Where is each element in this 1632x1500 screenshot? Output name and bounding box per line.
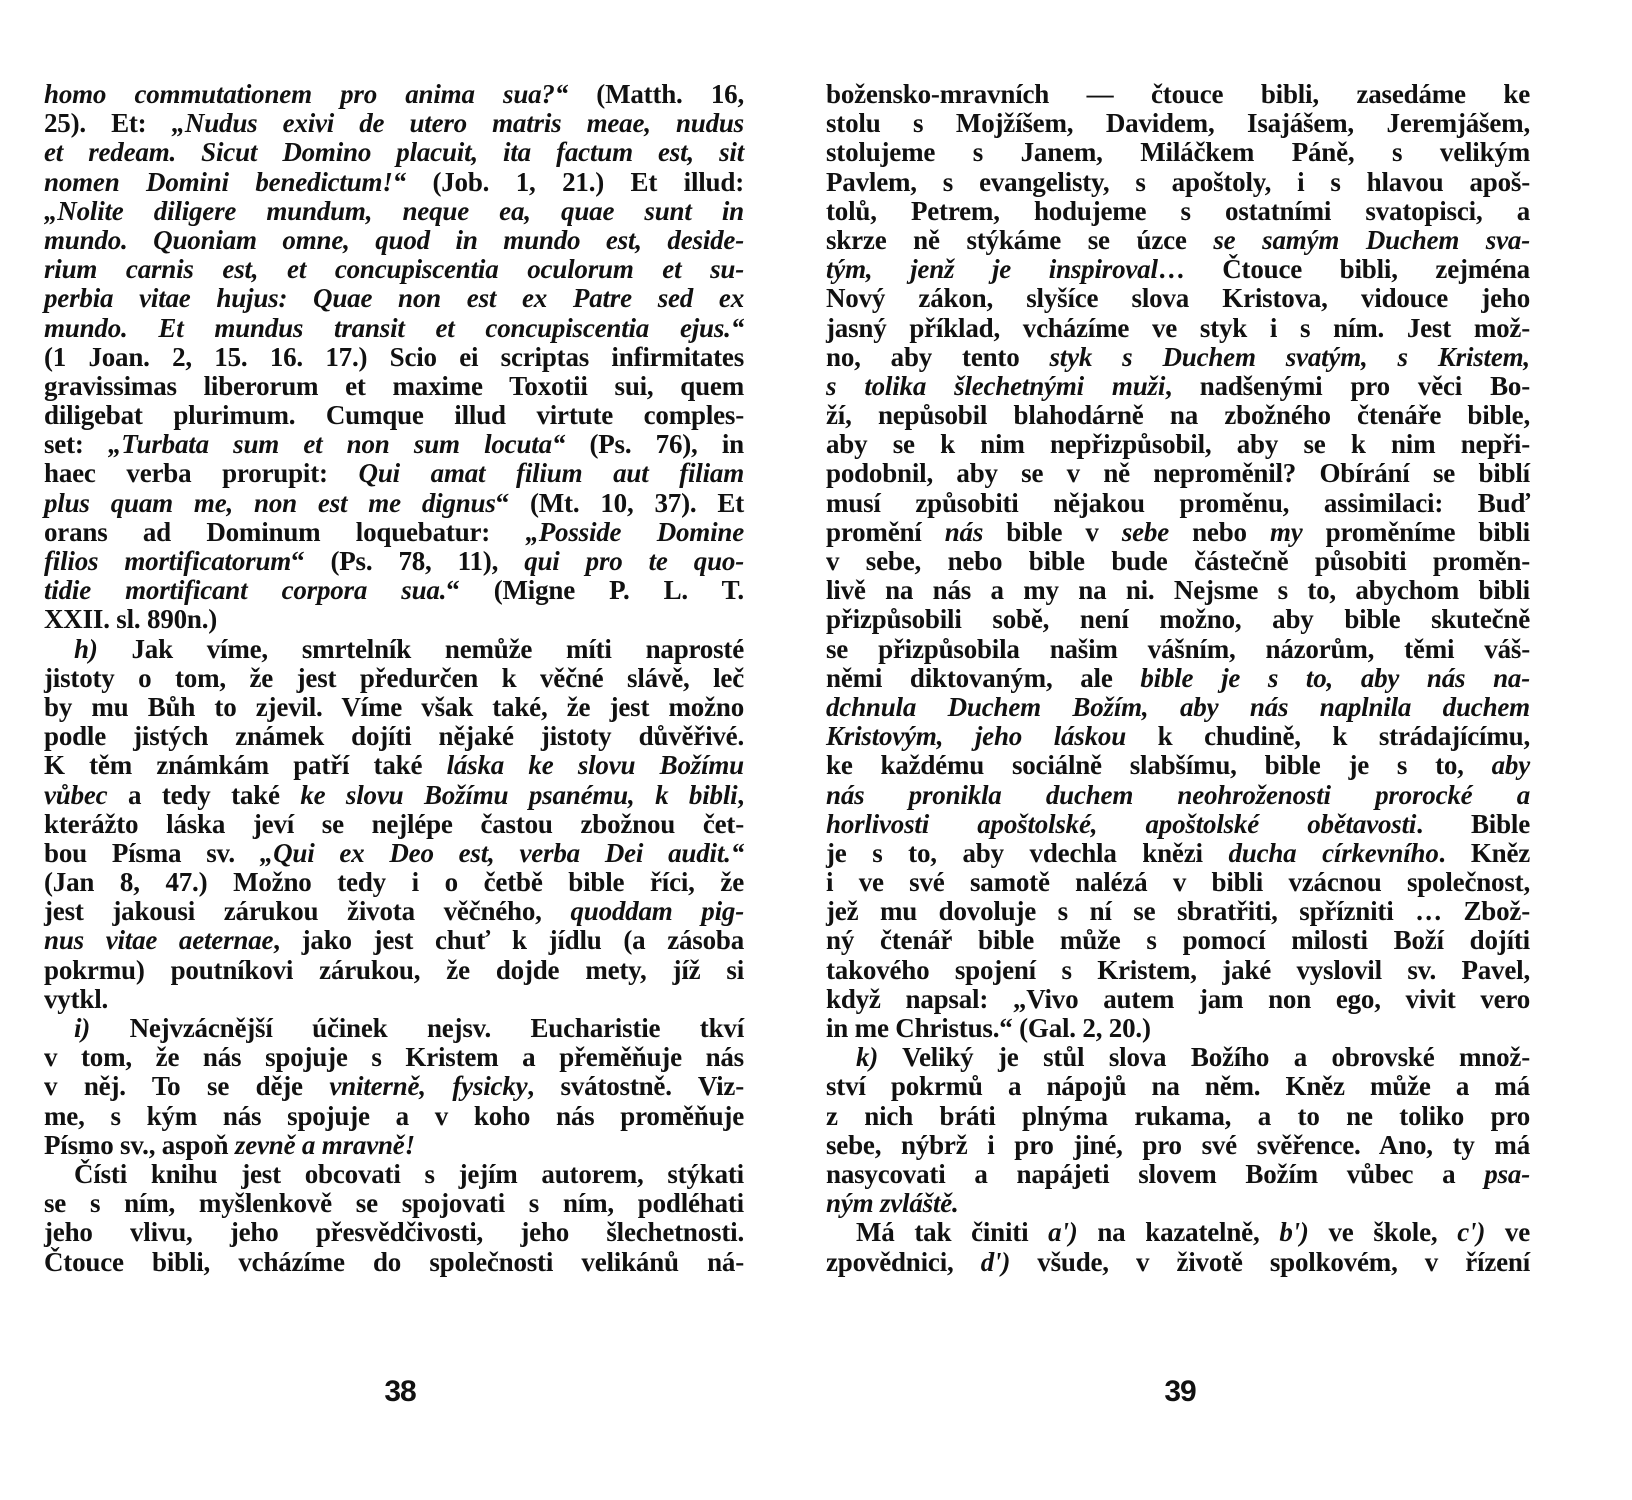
text-run: Má tak činiti xyxy=(856,1217,1049,1248)
text-run: stolu s Mojžíšem, Davidem, Isajášem, Jeremjášem, xyxy=(826,108,1530,139)
text-run: (Jan 8, 47.) Možno tedy i o četbě bible říci, že xyxy=(44,867,744,898)
text-line xyxy=(826,284,1530,313)
italic-text: ným zvláště. xyxy=(826,1188,959,1219)
text-line xyxy=(44,401,744,430)
text-run: . Bible xyxy=(1416,808,1530,839)
left-page xyxy=(44,80,744,1277)
text-line xyxy=(826,518,1530,547)
text-run: Písmo sv., aspoň xyxy=(44,1129,235,1160)
text-run: proměníme bibli xyxy=(1302,516,1530,547)
text-line xyxy=(44,810,744,839)
text-line xyxy=(826,168,1530,197)
text-line xyxy=(826,138,1530,167)
text-run: by mu Bůh to zjevil. Víme však také, že jest možno xyxy=(44,691,744,722)
text-line xyxy=(44,518,744,547)
text-line xyxy=(44,635,744,664)
italic-text: b') xyxy=(1279,1217,1309,1248)
text-run: promění xyxy=(826,516,945,547)
text-line xyxy=(826,80,1530,109)
text-line xyxy=(44,839,744,868)
text-line xyxy=(826,576,1530,605)
text-run: v sebe, nebo bible bude částečně působiti proměn- xyxy=(826,546,1530,576)
text-run: podobnil, aby se v ně neproměnil? Obírání se biblí xyxy=(826,458,1530,489)
text-run: gravissimas liberorum et maxime Toxotii sui, quem xyxy=(44,370,744,401)
italic-text: et redeam. Sicut Domino placuit, ita factum est, sit xyxy=(44,137,744,168)
italic-text: Qui amat filium aut filiam xyxy=(358,458,744,489)
italic-text: rium carnis est, et concupiscentia oculorum et su- xyxy=(44,254,744,285)
text-run: v něj. To se děje xyxy=(44,1071,330,1102)
italic-text: mundo. Quoniam omne, quod in mundo est, deside- xyxy=(44,224,744,255)
text-run: (Ps. 76), in xyxy=(565,429,744,460)
text-line xyxy=(44,926,744,955)
text-line xyxy=(826,926,1530,955)
text-line xyxy=(826,664,1530,693)
italic-text: filios mortificatorum xyxy=(44,546,292,576)
text-run: bible v xyxy=(983,516,1122,547)
text-run: Čtouce bibli, vcházíme do společnosti velikánů ná- xyxy=(44,1246,744,1277)
text-run: vytkl. xyxy=(44,983,109,1014)
text-run: přizpůsobili sobě, není možno, aby bible skutečně xyxy=(826,604,1530,635)
text-run: bou Písma sv. xyxy=(44,837,260,868)
italic-text: horlivosti apoštolské, apoštolské obětavosti xyxy=(826,808,1417,839)
text-line xyxy=(826,751,1530,780)
text-line xyxy=(826,1218,1530,1247)
text-line xyxy=(826,459,1530,488)
italic-text: psa- xyxy=(1484,1158,1530,1189)
text-run: ství pokrmů a nápojů na něm. Kněz může a má xyxy=(826,1071,1530,1102)
text-line xyxy=(826,1248,1530,1277)
text-line xyxy=(826,1189,1530,1218)
text-line xyxy=(826,722,1530,751)
text-run: všude, v životě spolkovém, v řízení xyxy=(1010,1246,1530,1277)
text-run: skrze ně stýkáme se úzce xyxy=(826,224,1214,255)
text-line xyxy=(44,1102,744,1131)
italic-text: i) xyxy=(74,1013,91,1043)
text-line xyxy=(44,576,744,605)
text-run: a tedy také xyxy=(107,779,301,810)
text-run: … Čtouce bibli, zejména xyxy=(1157,254,1530,285)
text-run: ve xyxy=(1485,1217,1531,1248)
italic-text: a') xyxy=(1048,1217,1078,1248)
text-line xyxy=(826,985,1530,1014)
text-run: Čísti knihu jest obcovati s jejím autorem, stýkati xyxy=(74,1158,744,1189)
text-run: z nich bráti plnýma rukama, a to ne toliko pro xyxy=(826,1100,1530,1131)
text-line xyxy=(826,810,1530,839)
text-run: haec verba prorupit: xyxy=(44,458,359,489)
text-run: k chudině, k strádajícímu, xyxy=(1126,721,1530,752)
text-run: no, aby tento xyxy=(826,341,1050,372)
italic-text: bible je s to, aby nás na- xyxy=(1140,662,1530,693)
text-line xyxy=(826,1131,1530,1160)
text-run: me, s kým nás spojuje a v koho nás proměňuje xyxy=(44,1100,744,1131)
text-line xyxy=(44,722,744,751)
italic-text: qui pro te quo- xyxy=(524,546,744,576)
italic-text: vniterně, fysicky xyxy=(329,1071,528,1102)
text-line xyxy=(826,956,1530,985)
text-line xyxy=(44,430,744,459)
text-line xyxy=(826,693,1530,722)
italic-text: homo commutationem pro anima sua?“ xyxy=(44,79,569,109)
text-line xyxy=(44,138,744,167)
italic-text: plus quam me, non est me dignus xyxy=(44,487,496,518)
text-run: “ (Ps. 78, 11), xyxy=(291,546,525,576)
text-line xyxy=(826,839,1530,868)
text-run: . Kněz xyxy=(1438,837,1531,868)
text-run: když napsal: „Vivo autem jam non ego, vivit vero xyxy=(826,983,1530,1014)
text-run: ný čtenář bible může s pomocí milosti Boží dojíti xyxy=(826,925,1530,956)
text-line xyxy=(826,372,1530,401)
text-line xyxy=(44,868,744,897)
text-run: takového spojení s Kristem, jaké vyslovil sv. Pavel, xyxy=(826,954,1530,985)
text-line xyxy=(44,1131,744,1160)
text-line xyxy=(44,109,744,138)
text-run: jež mu dovoluje s ní se sbratřiti, spřízniti … Zbož- xyxy=(826,896,1530,927)
italic-text: k) xyxy=(856,1042,879,1073)
text-line xyxy=(44,751,744,780)
text-run: diligebat plurimum. Cumque illud virtute comples- xyxy=(44,400,744,431)
text-run: ke každému sociálně slabšímu, bible je s to, xyxy=(826,750,1492,781)
text-run: kterážto láska jeví se nejlépe častou zbožnou čet- xyxy=(44,808,744,839)
text-run: aby se k nim nepřizpůsobil, aby se k nim nepři- xyxy=(826,429,1530,460)
text-line xyxy=(826,781,1530,810)
text-run: Nejvzácnější účinek nejsv. Eucharistie tkví xyxy=(90,1013,744,1043)
italic-text: ke slovu Božímu psanému, k bibli xyxy=(300,779,738,810)
text-run: Pavlem, s evangelisty, s apoštoly, i s hlavou apoš- xyxy=(826,166,1530,197)
text-run: se přizpůsobila našim vášním, názorům, těmi váš- xyxy=(826,633,1530,664)
text-run: je s to, aby vdechla knězi xyxy=(826,837,1229,868)
text-line xyxy=(44,897,744,926)
italic-text: „Turbata sum et non sum locuta“ xyxy=(107,429,566,460)
text-run: musí způsobiti nějakou proměnu, assimilaci: Buď xyxy=(826,487,1530,518)
text-line xyxy=(826,635,1530,664)
text-run: zpovědnici, xyxy=(826,1246,981,1277)
italic-text: tidie mortificant corpora sua. xyxy=(44,575,447,606)
text-line xyxy=(826,1043,1530,1072)
text-run: jest jakousi zárukou života věčného, xyxy=(44,896,571,927)
text-line xyxy=(44,372,744,401)
italic-text: quoddam pig- xyxy=(570,896,744,927)
italic-text: h) xyxy=(74,633,98,664)
text-run: (1 Joan. 2, 15. 16. 17.) Scio ei scriptas infirmitates xyxy=(44,341,744,372)
italic-text: Kristovým, jeho láskou xyxy=(826,721,1127,752)
text-line xyxy=(44,1189,744,1218)
text-line xyxy=(826,868,1530,897)
text-run: livě na nás a my na ni. Nejsme s to, abychom bibli xyxy=(826,575,1530,606)
text-run: 25). Et: xyxy=(44,108,172,139)
text-line xyxy=(44,197,744,226)
text-line xyxy=(44,255,744,284)
italic-text: nus vitae aeternae xyxy=(44,925,274,956)
text-run: Veliký je stůl slova Božího a obrovské množ- xyxy=(878,1042,1530,1073)
text-run: jasný příklad, vcházíme ve styk i s ním. Jest mož- xyxy=(826,312,1530,343)
italic-text: „Nolite diligere mundum, neque ea, quae sunt in xyxy=(44,195,744,226)
italic-text: ducha církevního xyxy=(1228,837,1439,868)
text-run: nasycovati a napájeti slovem Božím vůbec a xyxy=(826,1158,1485,1189)
text-line xyxy=(44,1248,744,1277)
italic-text: dchnula Duchem Božím, aby nás naplnila duchem xyxy=(826,691,1530,722)
text-run: tolů, Petrem, hodujeme s ostatními svatopisci, a xyxy=(826,195,1530,226)
text-run: “ (Mt. 10, 37). Et xyxy=(495,487,744,518)
text-line xyxy=(826,226,1530,255)
text-run: ve škole, xyxy=(1308,1217,1458,1248)
text-run: sebe, nýbrž i pro jiné, pro své svěřence. Ano, ty má xyxy=(826,1129,1530,1160)
text-run: XXII. sl. 890n.) xyxy=(44,604,218,635)
text-line xyxy=(44,343,744,372)
text-line xyxy=(44,985,744,1014)
text-run: stolujeme s Janem, Miláčkem Páně, s velikým xyxy=(826,137,1530,168)
text-run: Jak víme, smrtelník nemůže míti naprosté xyxy=(97,633,744,664)
text-run: (Matth. 16, xyxy=(568,79,745,109)
text-line xyxy=(826,109,1530,138)
text-line xyxy=(826,401,1530,430)
italic-text: nás pronikla duchem neohroženosti prorocké a xyxy=(826,779,1530,810)
text-run: podle jistých známek dojíti nějaké jistoty důvěřivé. xyxy=(44,721,744,752)
text-run: orans ad Dominum loquebatur: xyxy=(44,516,526,547)
text-line xyxy=(44,1160,744,1189)
text-run: “ (Migne P. L. T. xyxy=(446,575,744,606)
text-line xyxy=(826,255,1530,284)
text-line xyxy=(44,693,744,722)
text-run: , nadšenými pro věci Bo- xyxy=(1165,370,1530,401)
italic-text: aby xyxy=(1491,750,1530,781)
italic-text: d') xyxy=(980,1246,1011,1277)
text-line xyxy=(44,956,744,985)
italic-text: „Nudus exivi de utero matris meae, nudus xyxy=(171,108,744,139)
text-line xyxy=(44,80,744,109)
italic-text: tým, jenž je inspiroval xyxy=(826,254,1158,285)
text-run: němi diktovaným, ale xyxy=(826,662,1141,693)
text-run: ží, nepůsobil blahodárně na zbožného čtenáře bible, xyxy=(826,400,1530,431)
italic-text: se samým Duchem sva- xyxy=(1213,224,1530,255)
text-line xyxy=(826,1072,1530,1101)
page-number-right: 39 xyxy=(1164,1375,1196,1408)
text-run: (Job. 1, 21.) Et illud: xyxy=(405,166,744,197)
text-line xyxy=(44,1218,744,1247)
text-line xyxy=(826,197,1530,226)
italic-text: s tolika šlechetnými muži xyxy=(826,370,1166,401)
italic-text: c') xyxy=(1457,1217,1486,1248)
text-run: nebo xyxy=(1169,516,1270,547)
text-run: in me Christus.“ (Gal. 2, 20.) xyxy=(826,1013,1151,1043)
italic-text: láska ke slovu Božímu xyxy=(446,750,744,781)
text-line xyxy=(44,605,744,634)
text-line xyxy=(44,1072,744,1101)
italic-text: mundo. Et mundus transit et concupiscentia ejus.“ xyxy=(44,312,744,343)
text-line xyxy=(826,1014,1530,1043)
text-line xyxy=(826,605,1530,634)
italic-text: nás xyxy=(944,516,984,547)
text-run: jistoty o tom, že jest předurčen k věčné slávě, leč xyxy=(44,662,744,693)
text-run: v tom, že nás spojuje s Kristem a přeměňuje nás xyxy=(44,1042,744,1073)
text-run: na kazatelně, xyxy=(1077,1217,1280,1248)
text-line xyxy=(826,343,1530,372)
text-line xyxy=(44,1043,744,1072)
italic-text: vůbec xyxy=(44,779,108,810)
text-run: Nový zákon, slyšíce slova Kristova, vidouce jeho xyxy=(826,283,1530,314)
text-run: , svátostně. Viz- xyxy=(527,1071,744,1102)
right-page xyxy=(826,80,1530,1277)
text-run: pokrmu) poutníkovi zárukou, že dojde mety, jíž si xyxy=(44,954,744,985)
text-line xyxy=(826,430,1530,459)
page-number-left: 38 xyxy=(384,1375,416,1408)
italic-text: „Qui ex Deo est, verba Dei audit.“ xyxy=(259,837,744,868)
text-line xyxy=(826,314,1530,343)
italic-text: zevně a mravně! xyxy=(234,1129,415,1160)
text-line xyxy=(44,226,744,255)
text-line xyxy=(44,284,744,313)
text-line xyxy=(44,1014,744,1043)
text-line xyxy=(826,1102,1530,1131)
text-line xyxy=(44,781,744,810)
text-line xyxy=(44,664,744,693)
text-line xyxy=(44,489,744,518)
italic-text: my xyxy=(1269,516,1303,547)
text-run: jeho vlivu, jeho přesvědčivosti, jeho šlechetnosti. xyxy=(44,1217,744,1248)
text-run: K těm známkám patří také xyxy=(44,750,447,781)
italic-text: nomen Domini benedictum!“ xyxy=(44,166,406,197)
italic-text: „Posside Domine xyxy=(525,516,744,547)
text-line xyxy=(826,489,1530,518)
text-run: , xyxy=(737,779,744,810)
text-run: božensko-mravních — čtouce bibli, zasedáme ke xyxy=(826,79,1530,109)
text-line xyxy=(44,547,744,576)
text-line xyxy=(44,314,744,343)
text-line xyxy=(826,897,1530,926)
text-run: se s ním, myšlenkově se spojovati s ním, podléhati xyxy=(44,1188,744,1219)
italic-text: perbia vitae hujus: Quae non est ex Patre sed ex xyxy=(44,283,744,314)
text-line xyxy=(826,547,1530,576)
italic-text: sebe xyxy=(1121,516,1169,547)
text-line xyxy=(44,459,744,488)
text-line xyxy=(44,168,744,197)
text-line xyxy=(826,1160,1530,1189)
text-run: set: xyxy=(44,429,108,460)
text-run: i ve své samotě nalézá v bibli vzácnou společnost, xyxy=(826,867,1530,898)
text-run: , jako jest chuť k jídlu (a zásoba xyxy=(273,925,744,956)
italic-text: styk s Duchem svatým, s Kristem, xyxy=(1049,341,1530,372)
